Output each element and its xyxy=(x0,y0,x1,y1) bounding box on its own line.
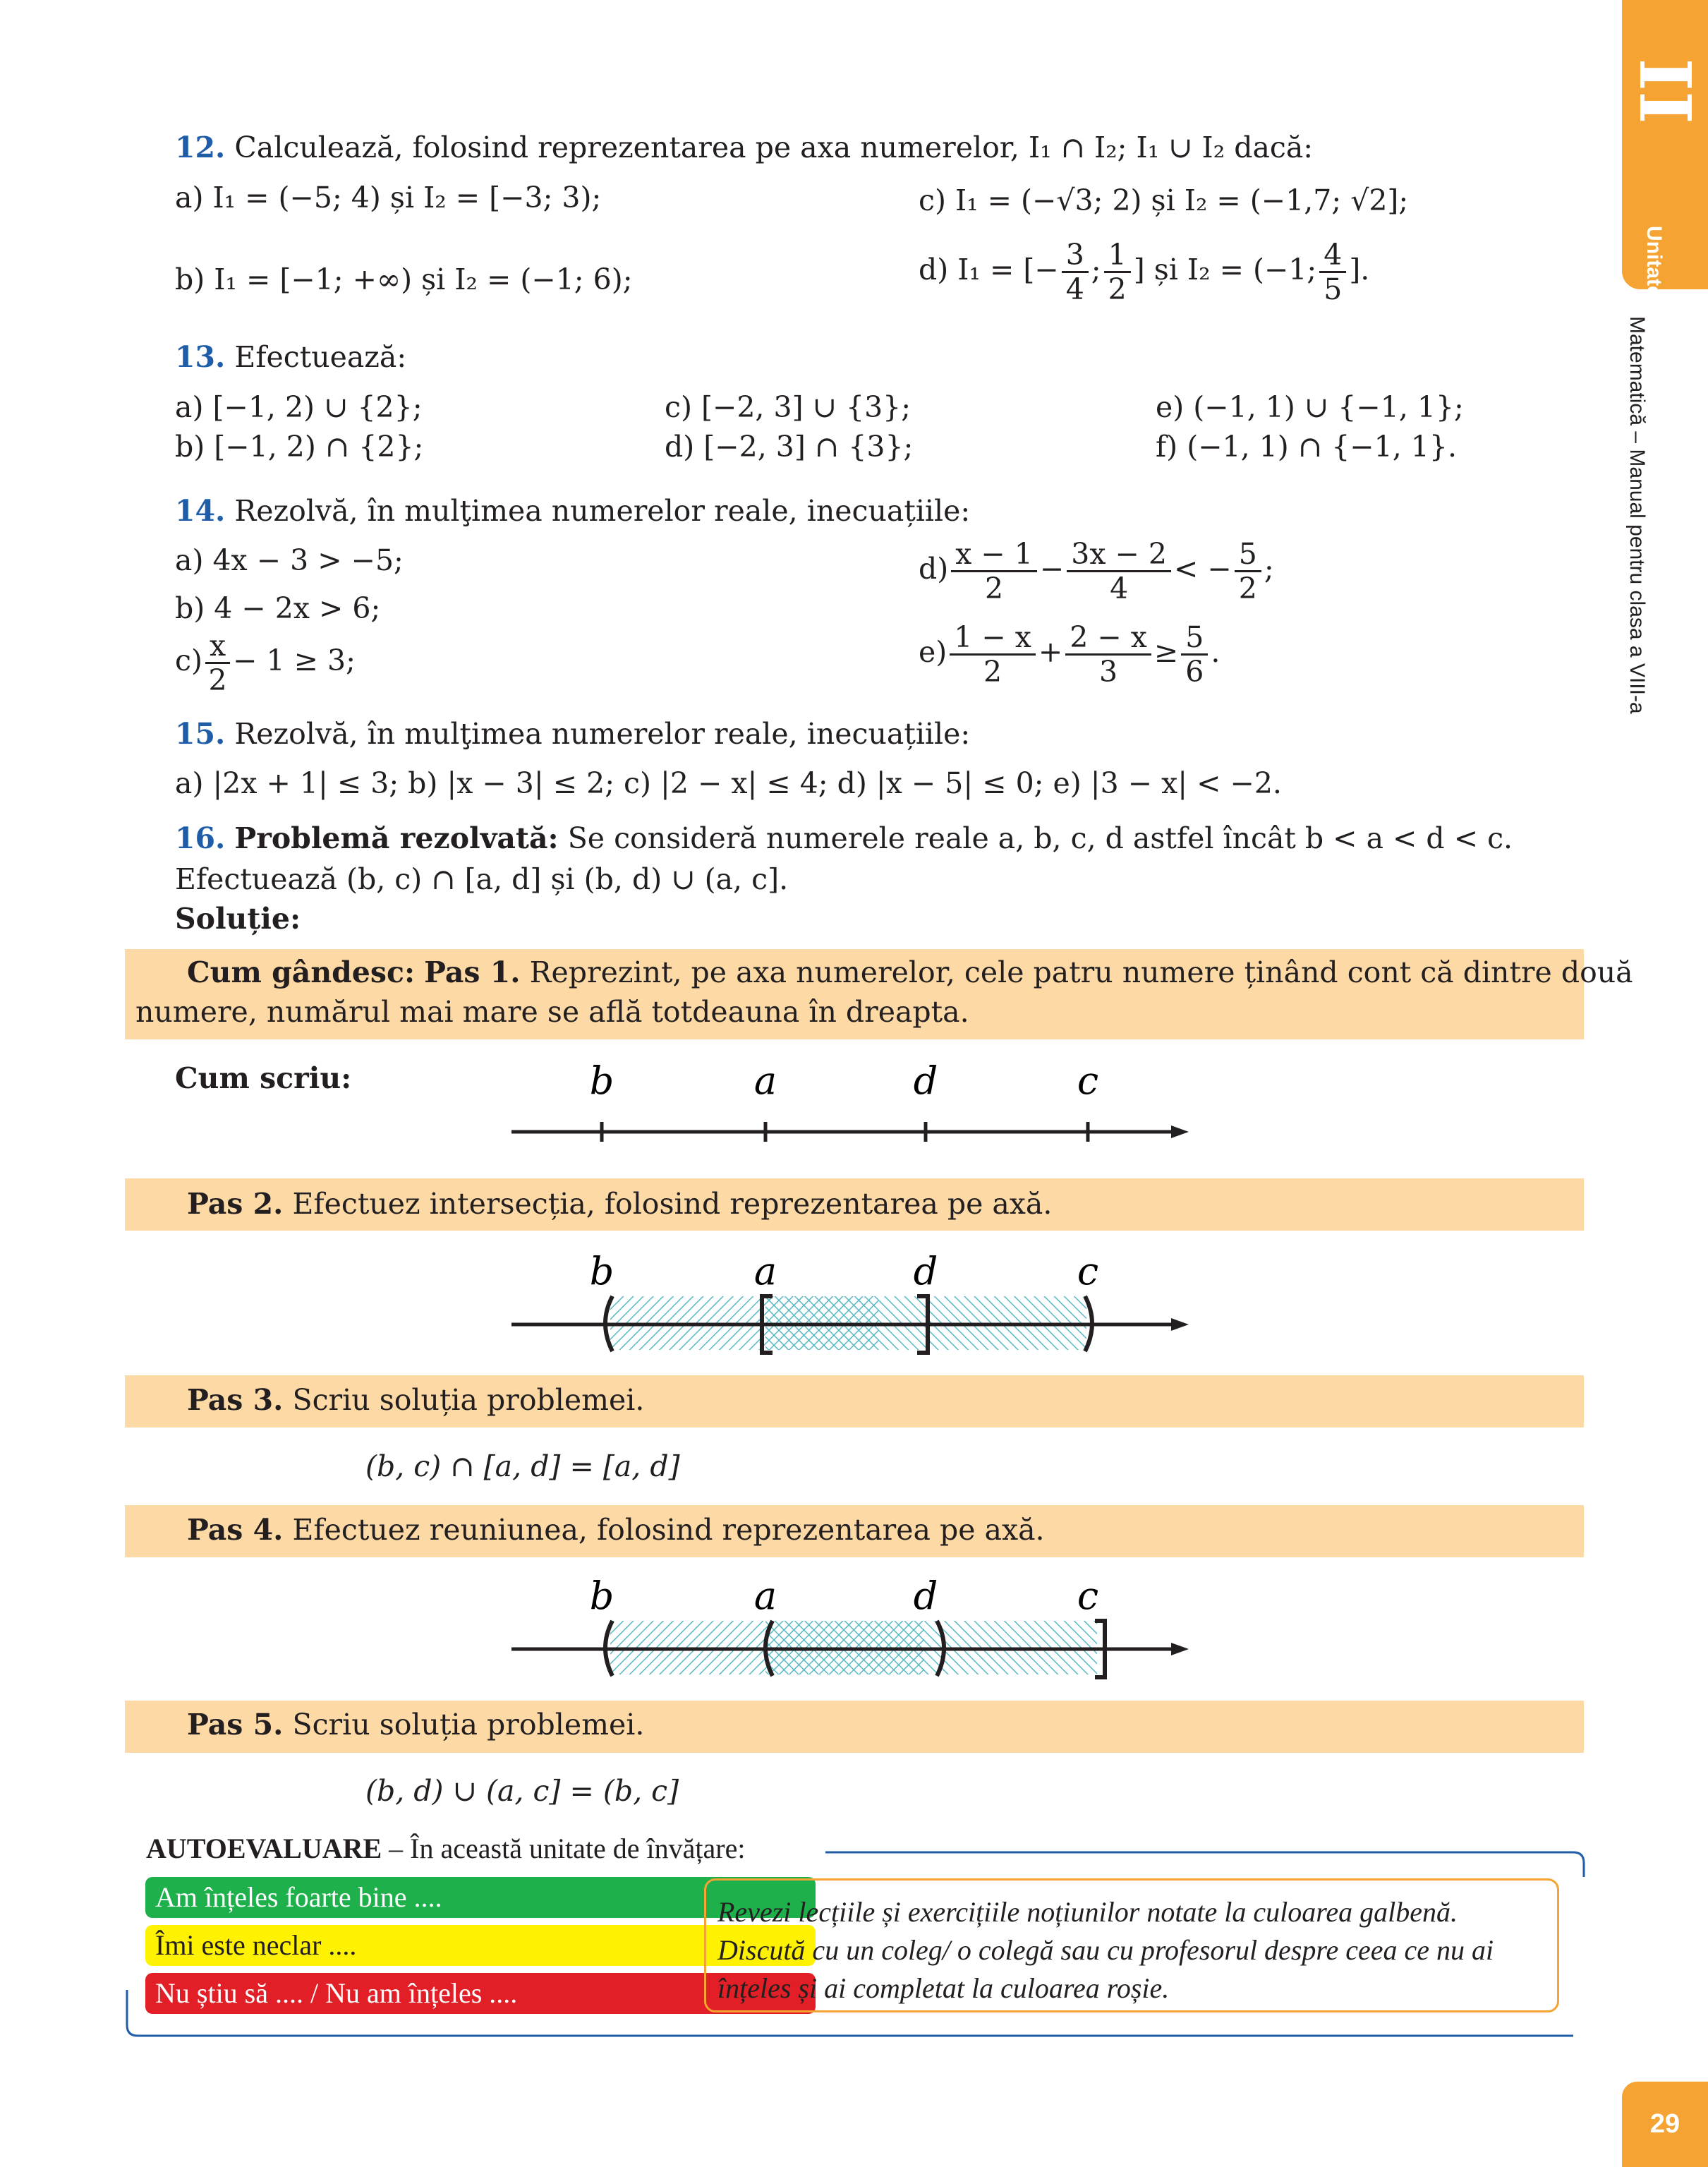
fraction xyxy=(1065,621,1151,688)
problem-text: Se consideră numerele reale a, b, c, d astfel încât b < a < d < c. xyxy=(567,821,1513,855)
expr-part: − 1 ≥ 3; xyxy=(233,644,356,677)
step-1-line1 xyxy=(187,954,1633,991)
problem-number: 16. xyxy=(175,821,226,855)
point-label-d: d xyxy=(913,1058,938,1103)
axis-arrow xyxy=(1171,1318,1189,1331)
numerator: x − 1 xyxy=(951,538,1037,572)
problem-12-d xyxy=(919,239,1369,306)
expr-part: d) I₁ = [− xyxy=(919,253,1059,286)
step-text: Efectuez reuniunea, folosind reprezentarea pe axă. xyxy=(292,1513,1045,1547)
step-4-line xyxy=(187,1511,1045,1548)
number-axis-3 xyxy=(494,1570,1199,1690)
denominator: 5 xyxy=(1324,272,1343,306)
level-understood: Am înțeles foarte bine .... xyxy=(145,1877,816,1918)
expr-part: ; xyxy=(1091,253,1101,286)
step-1-line2: numere, numărul mai mare se află totdeauna în dreapta. xyxy=(135,995,969,1029)
fraction xyxy=(1181,621,1208,688)
problem-13-a: a) [−1, 2) ∪ {2}; xyxy=(175,390,423,424)
problem-16-text: Efectuează (b, c) ∩ [a, d] și (b, d) ∪ (a, c]. xyxy=(175,862,789,896)
think-label: Cum gândesc: xyxy=(187,955,416,989)
problem-number: 14. xyxy=(175,494,226,528)
result-intersection: (b, c) ∩ [a, d] = [a, d] xyxy=(365,1449,680,1483)
book-title: Matematică – Manual pentru clasa a VIII-a xyxy=(1625,316,1649,714)
fraction xyxy=(951,538,1037,605)
problem-13-d: d) [−2, 3] ∩ {3}; xyxy=(665,430,914,464)
fraction xyxy=(1235,538,1261,605)
numerator: 5 xyxy=(1235,538,1261,572)
denominator: 2 xyxy=(985,572,1004,605)
problem-14-b: b) 4 − 2x > 6; xyxy=(175,591,381,625)
point-label-b: b xyxy=(589,1058,614,1103)
self-assessment-title: AUTOEVALUARE xyxy=(146,1833,382,1864)
problem-12-a: a) I₁ = (−5; 4) și I₂ = [−3; 3); xyxy=(175,181,602,215)
problem-13-b: b) [−1, 2) ∩ {2}; xyxy=(175,430,424,464)
fraction xyxy=(1062,239,1089,306)
fraction xyxy=(205,629,230,696)
point-label-d: d xyxy=(913,1249,938,1293)
problem-14-d xyxy=(919,538,1274,605)
level-not-understood: Nu știu să .... / Nu am înțeles .... xyxy=(145,1973,816,2014)
numerator: 3x − 2 xyxy=(1067,538,1171,572)
point-label-a: a xyxy=(753,1058,777,1103)
numerator: 2 − x xyxy=(1065,621,1151,656)
solved-label: Problemă rezolvată: xyxy=(234,821,559,855)
fraction xyxy=(1067,538,1171,605)
problem-15-intro xyxy=(175,716,970,752)
fraction xyxy=(950,621,1036,688)
point-label-b: b xyxy=(589,1249,614,1293)
step-2-line xyxy=(187,1185,1052,1222)
step-text: Scriu soluția problemei. xyxy=(292,1708,645,1742)
page-number: 29 xyxy=(1622,2082,1708,2167)
expr-part: . xyxy=(1211,635,1221,669)
problem-14-a: a) 4x − 3 > −5; xyxy=(175,543,404,577)
denominator: 2 xyxy=(208,663,227,697)
result-union: (b, d) ∪ (a, c] = (b, c] xyxy=(365,1774,679,1808)
step-label: Pas 4. xyxy=(187,1513,284,1547)
step-text: Efectuez intersecția, folosind reprezentarea pe axă. xyxy=(292,1187,1053,1221)
point-label-c: c xyxy=(1077,1574,1099,1618)
step-label: Pas 2. xyxy=(187,1187,284,1221)
unit-label: Unitatea xyxy=(1642,226,1666,310)
self-assessment-note xyxy=(704,1878,1559,2012)
problem-14-e xyxy=(919,621,1220,688)
unit-roman-numeral: II xyxy=(1623,58,1707,124)
expr-part: − xyxy=(1039,552,1065,586)
note-line: Discută cu un coleg/ o colegă sau cu profesorul despre ceea ce nu ai xyxy=(717,1934,1494,1966)
numerator: 1 − x xyxy=(950,621,1036,656)
numerator: 4 xyxy=(1319,239,1346,273)
point-label-c: c xyxy=(1077,1249,1099,1293)
number-axis-2 xyxy=(494,1245,1199,1365)
problem-number: 13. xyxy=(175,340,226,374)
note-line: Revezi lecțiile și exercițiile noțiunilor notate la culoarea galbenă. xyxy=(717,1896,1458,1928)
step-label: Pas 3. xyxy=(187,1383,284,1417)
problem-13-e: e) (−1, 1) ∪ {−1, 1}; xyxy=(1156,390,1464,424)
denominator: 2 xyxy=(983,655,1003,689)
problem-text: Rezolvă, în mulţimea numerelor reale, inecuațiile: xyxy=(234,494,971,528)
fraction xyxy=(1319,239,1346,306)
expr-part: d) xyxy=(919,552,949,586)
point-label-c: c xyxy=(1077,1058,1099,1103)
point-label-d: d xyxy=(913,1574,938,1618)
denominator: 3 xyxy=(1099,655,1118,689)
step-text: Scriu soluția problemei. xyxy=(292,1383,645,1417)
denominator: 4 xyxy=(1110,572,1129,605)
problem-12-b: b) I₁ = [−1; +∞) și I₂ = (−1; 6); xyxy=(175,262,633,296)
solution-label: Soluție: xyxy=(175,902,301,936)
numerator: 1 xyxy=(1104,239,1131,273)
expr-part: c) xyxy=(175,644,202,677)
frame-corner xyxy=(1573,1852,1584,1877)
problem-13-c: c) [−2, 3] ∪ {3}; xyxy=(665,390,911,424)
numerator: 5 xyxy=(1181,621,1208,656)
problem-16-intro xyxy=(175,820,1513,857)
step-text: Reprezint, pe axa numerelor, cele patru numere ținând cont că dintre două xyxy=(529,955,1633,989)
step-label: Pas 5. xyxy=(187,1708,284,1742)
problem-12-intro xyxy=(175,129,1313,166)
denominator: 2 xyxy=(1108,272,1127,306)
axis-arrow xyxy=(1171,1125,1189,1138)
expr-part: e) xyxy=(919,635,947,669)
problem-number: 12. xyxy=(175,131,226,164)
problem-text: Calculează, folosind reprezentarea pe axa numerelor, I₁ ∩ I₂; I₁ ∪ I₂ dacă: xyxy=(234,131,1314,164)
denominator: 2 xyxy=(1238,572,1257,605)
number-axis-1 xyxy=(494,1051,1199,1150)
note-line: înțeles și ai completat la culoarea roșie. xyxy=(717,1972,1170,2004)
fraction xyxy=(1104,239,1131,306)
problem-text: Rezolvă, în mulţimea numerelor reale, inecuațiile: xyxy=(234,717,971,751)
step-3-line xyxy=(187,1382,644,1418)
expr-part: ; xyxy=(1264,552,1274,586)
numerator: x xyxy=(205,629,230,664)
problem-text: Efectuează: xyxy=(234,340,407,374)
expr-part: ] și I₂ = (−1; xyxy=(1133,253,1317,286)
expr-part: ]. xyxy=(1349,253,1370,286)
expr-part: + xyxy=(1038,635,1063,669)
level-unclear: Îmi este neclar .... xyxy=(145,1925,816,1966)
denominator: 4 xyxy=(1065,272,1084,306)
step-5-line xyxy=(187,1706,644,1743)
problem-13-f: f) (−1, 1) ∩ {−1, 1}. xyxy=(1156,430,1457,464)
point-label-a: a xyxy=(753,1574,777,1618)
problem-14-intro xyxy=(175,493,970,529)
numerator: 3 xyxy=(1062,239,1089,273)
point-label-a: a xyxy=(753,1249,777,1293)
axis-arrow xyxy=(1171,1643,1189,1655)
expr-part: ≥ xyxy=(1153,635,1179,669)
denominator: 6 xyxy=(1185,655,1204,689)
self-assessment-subtitle: – În această unitate de învățare: xyxy=(389,1833,746,1864)
problem-number: 15. xyxy=(175,717,226,751)
write-label: Cum scriu: xyxy=(175,1061,352,1095)
problem-14-c xyxy=(175,629,356,696)
problem-12-c: c) I₁ = (−√3; 2) și I₂ = (−1,7; √2]; xyxy=(919,183,1409,217)
problem-13-intro xyxy=(175,339,406,375)
step-label: Pas 1. xyxy=(424,955,521,989)
expr-part: < − xyxy=(1173,552,1232,586)
unit-tab xyxy=(1622,0,1708,310)
problem-15-items: a) |2x + 1| ≤ 3; b) |x − 3| ≤ 2; c) |2 − x| ≤ 4; d) |x − 5| ≤ 0; e) |3 − x| < −2. xyxy=(175,766,1282,800)
point-label-b: b xyxy=(589,1574,614,1618)
